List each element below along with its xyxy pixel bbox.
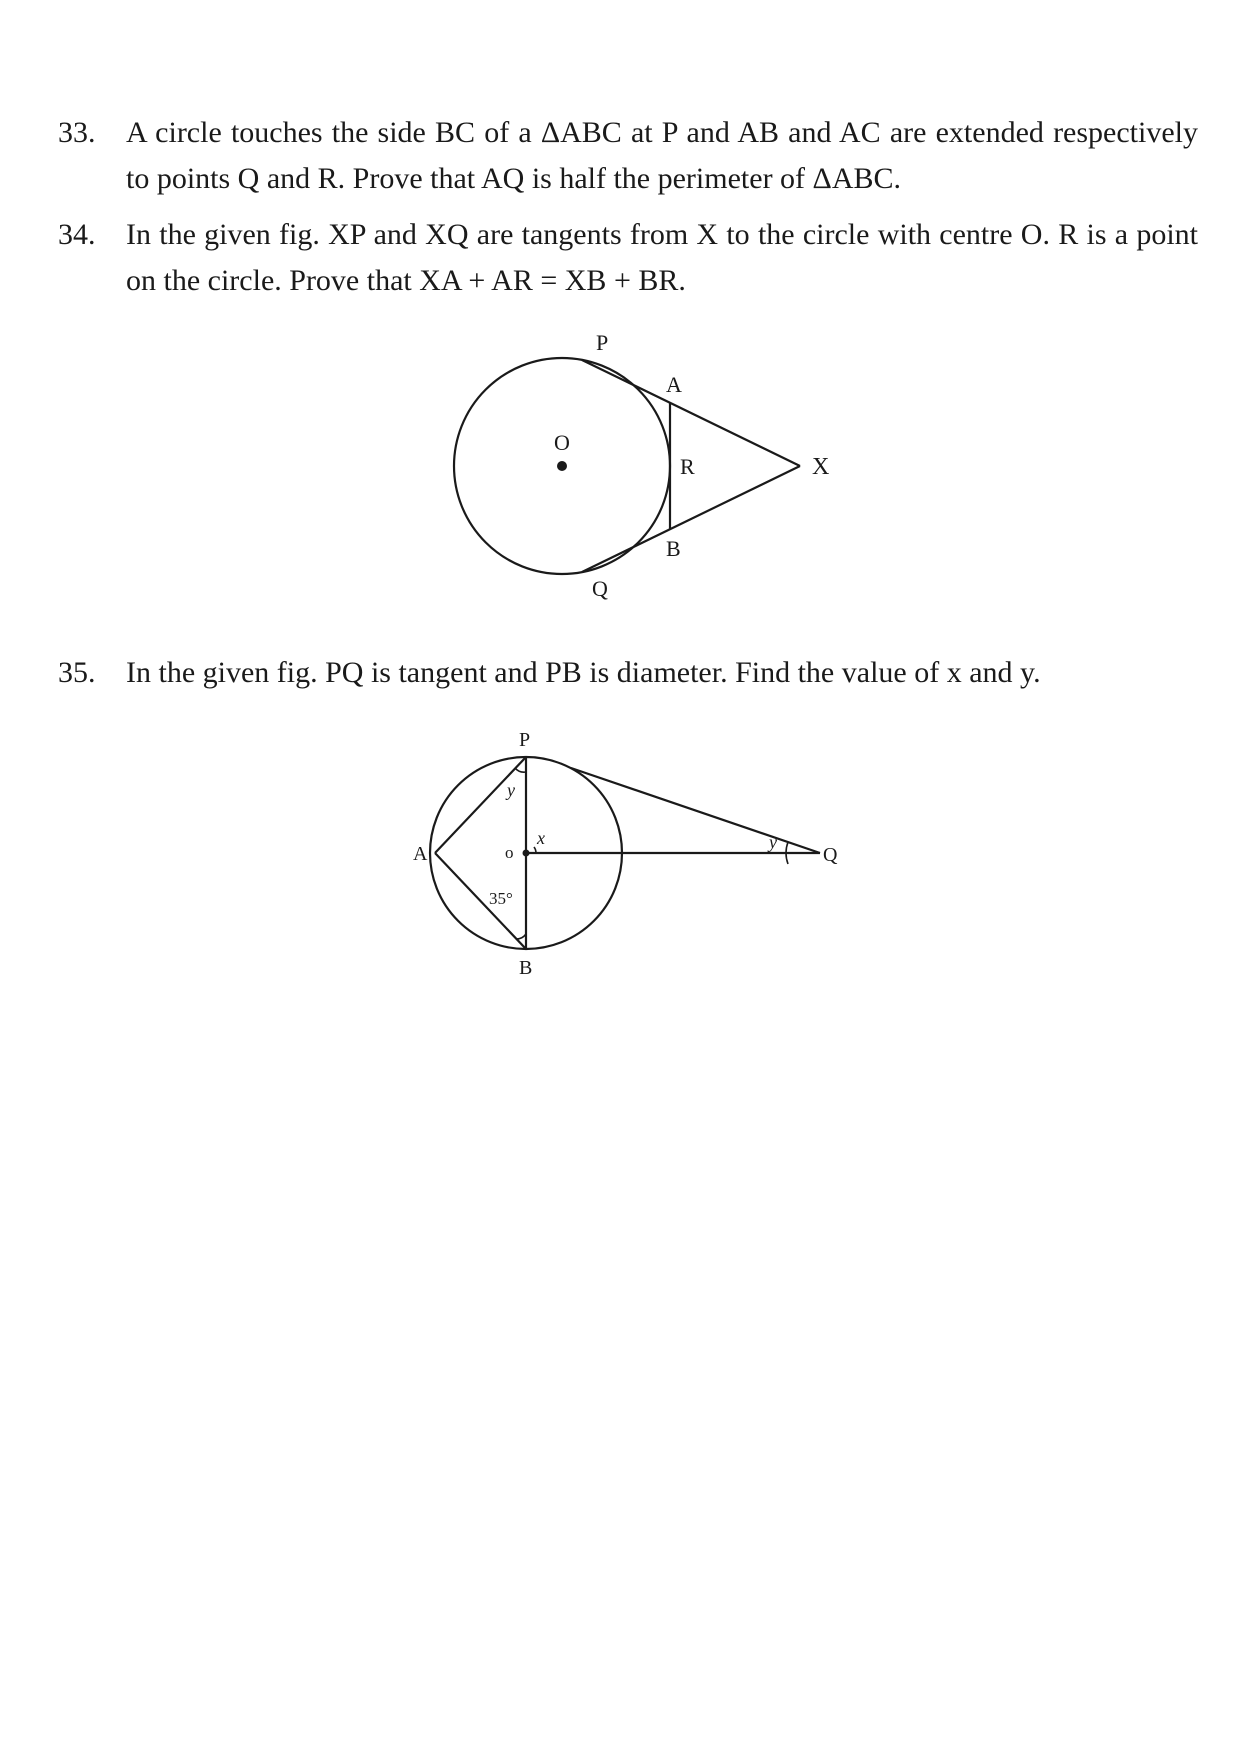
- angle-y-arc-top: [515, 768, 526, 772]
- tangent-line: [571, 768, 820, 853]
- label-b: B: [666, 536, 681, 561]
- tangent-xq: [582, 466, 800, 572]
- label-b: B: [519, 957, 533, 979]
- angle-35-arc: [516, 934, 526, 939]
- label-a: A: [413, 843, 428, 865]
- label-r: R: [680, 454, 695, 479]
- label-q: Q: [823, 844, 838, 866]
- question-number: 33.: [58, 116, 96, 149]
- question-number: 35.: [58, 656, 96, 689]
- label-angle-y-top: y: [507, 780, 515, 800]
- centre-point: [557, 461, 567, 471]
- label-p: P: [519, 729, 531, 751]
- label-angle-x: x: [537, 828, 545, 848]
- label-angle-35: 35°: [489, 889, 513, 908]
- question-number: 34.: [58, 218, 96, 251]
- label-x: X: [812, 454, 830, 480]
- figure-tangents-from-x: [440, 330, 880, 610]
- question-text: A circle touches the side BC of a ΔABC at P and AB and AC are extended respectively to points Q and R. Prove that AQ is half the perimeter of ΔABC.: [126, 116, 1198, 195]
- label-p: P: [596, 330, 609, 355]
- label-q: Q: [592, 576, 608, 601]
- question-35: [58, 650, 1198, 696]
- question-text: In the given fig. XP and XQ are tangents from X to the circle with centre O. R is a point on the circle. Prove that XA + AR = XB + BR.: [126, 218, 1198, 297]
- figure-35-svg: [395, 728, 875, 1008]
- tangent-xp: [582, 360, 800, 466]
- question-34: [58, 212, 1198, 304]
- label-a: A: [666, 372, 682, 397]
- question-33: [58, 110, 1198, 202]
- centre-point: [523, 850, 530, 857]
- label-o: o: [505, 843, 514, 862]
- label-o: O: [554, 430, 570, 455]
- figure-tangent-and-diameter: [395, 728, 875, 1008]
- question-text: In the given fig. PQ is tangent and PB is diameter. Find the value of x and y.: [126, 656, 1041, 689]
- label-angle-y-right: y: [769, 832, 777, 852]
- figure-34-svg: [440, 330, 880, 610]
- chord-ap: [435, 757, 526, 853]
